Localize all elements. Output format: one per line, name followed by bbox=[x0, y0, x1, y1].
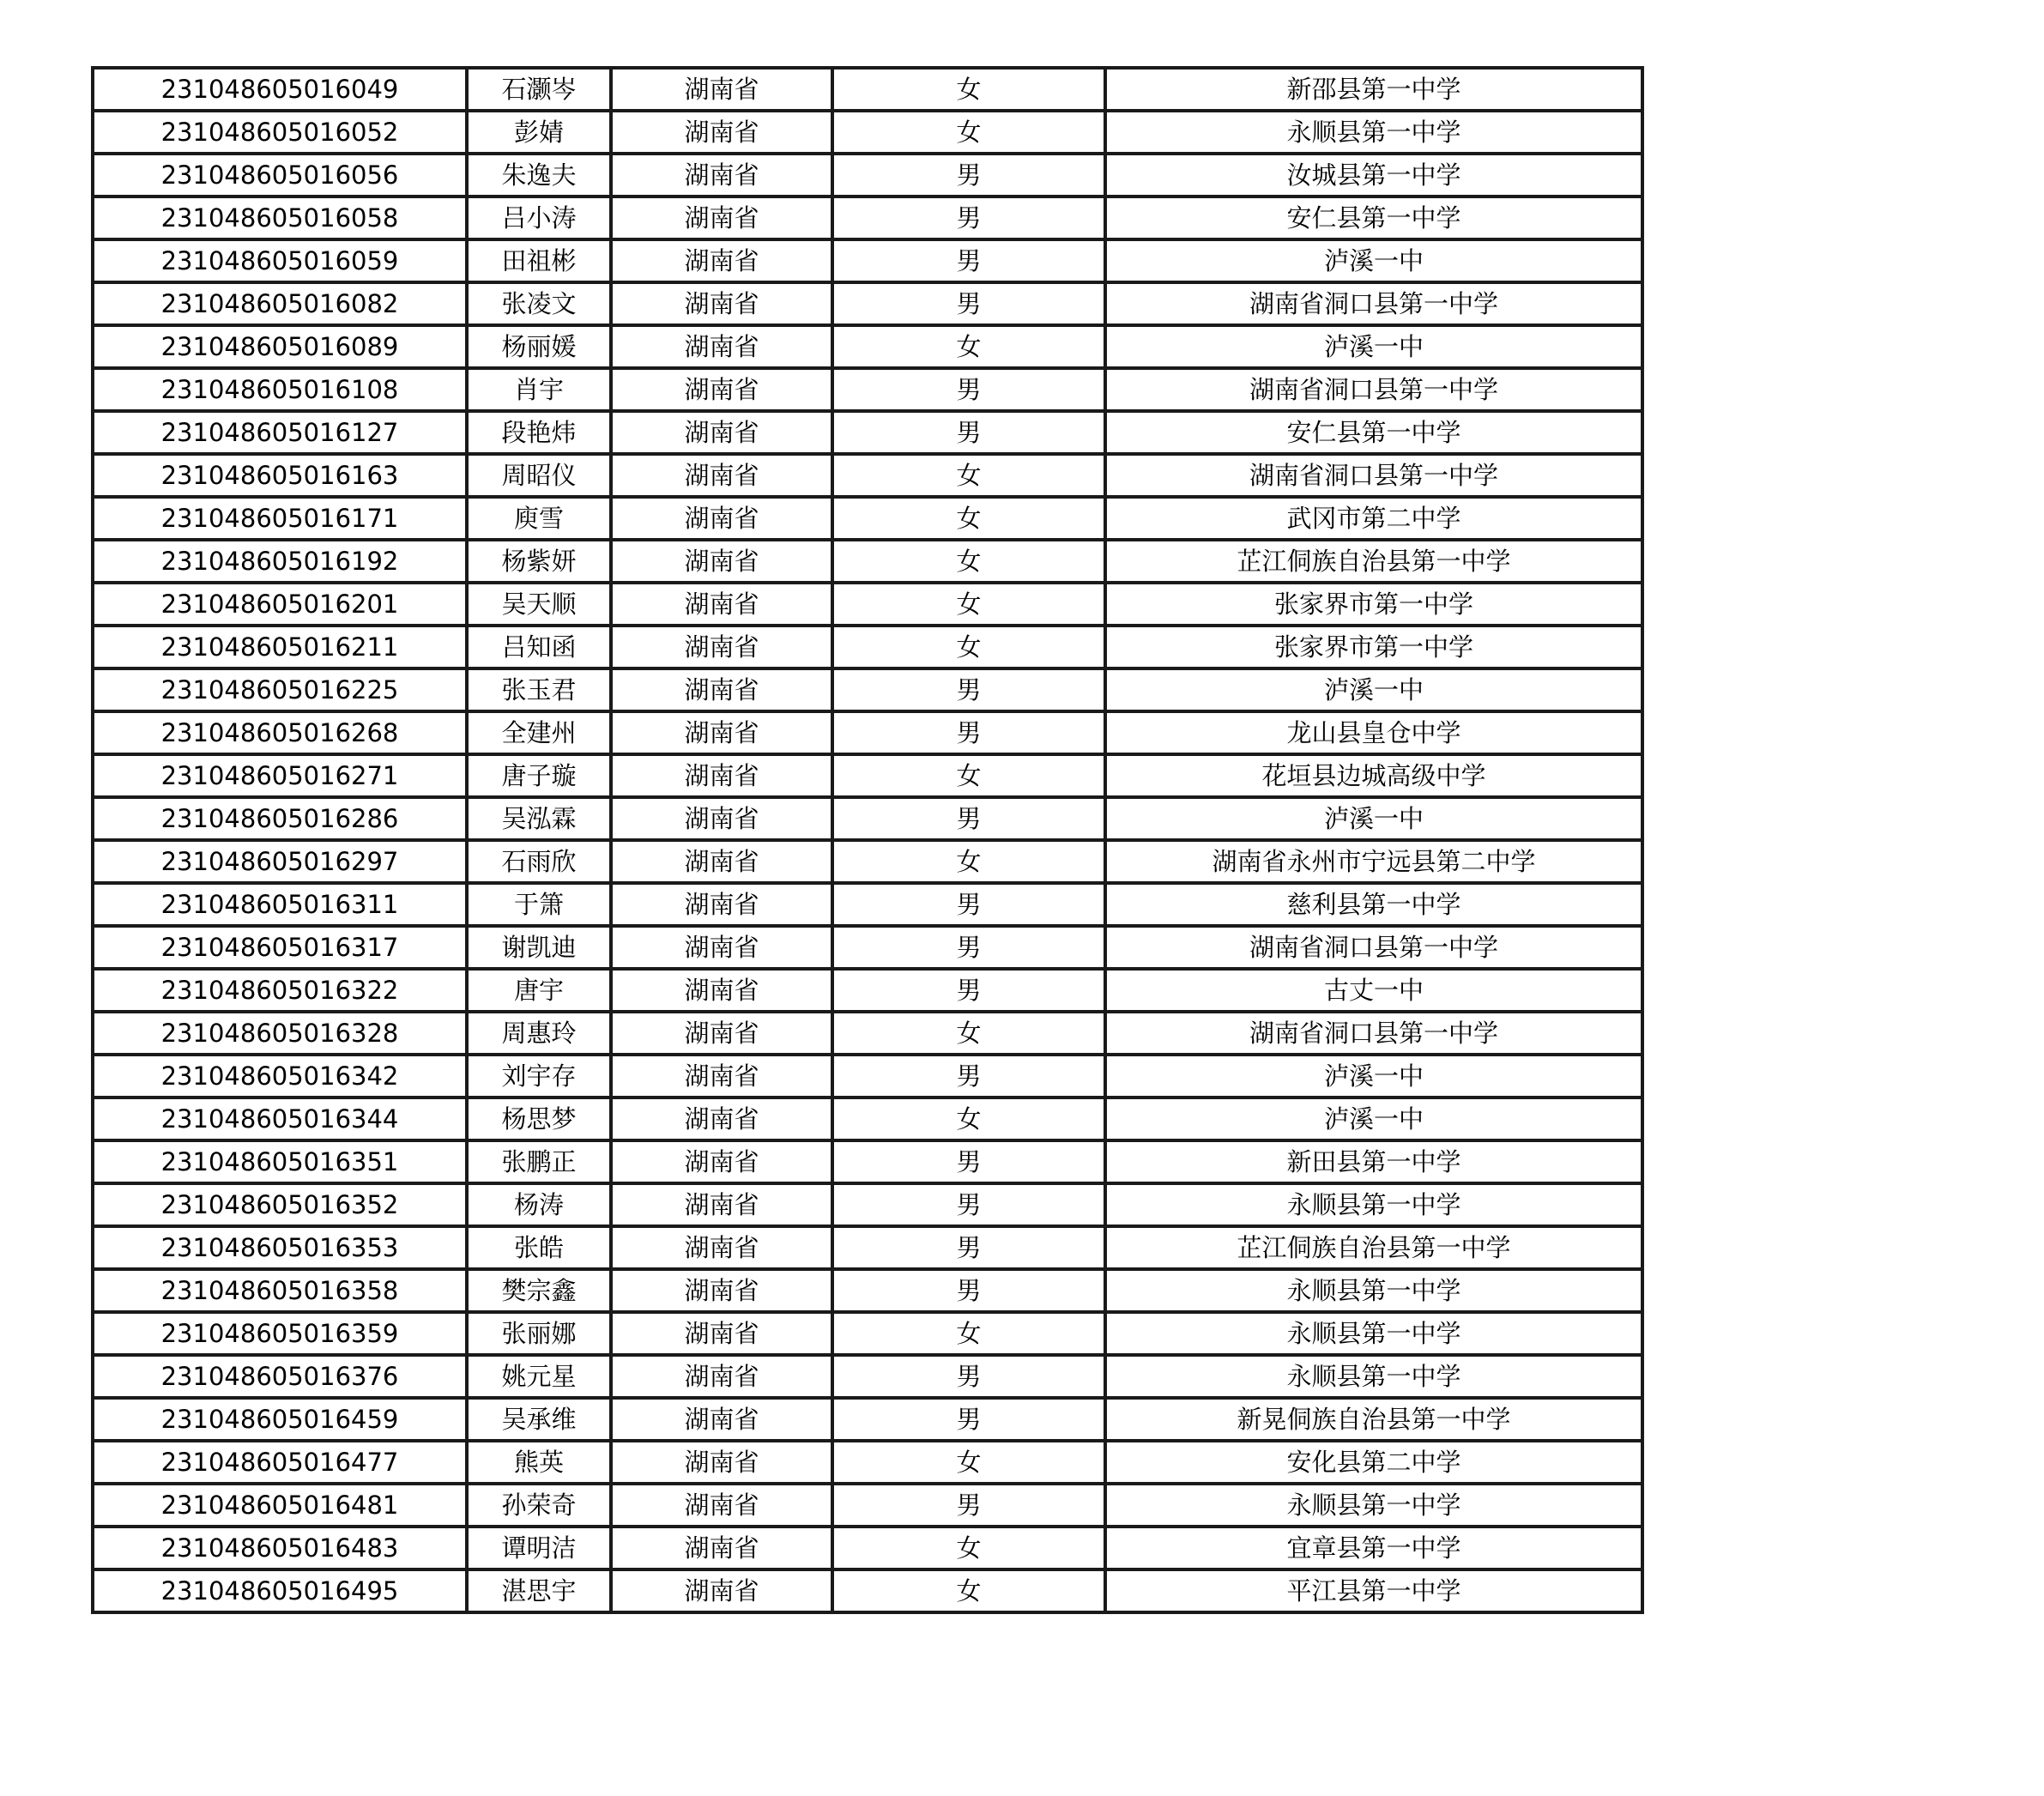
cell-name: 张丽娜 bbox=[467, 1312, 611, 1355]
cell-student-id: 231048605016483 bbox=[93, 1527, 467, 1569]
cell-name: 彭婧 bbox=[467, 111, 611, 154]
table-row bbox=[93, 626, 1642, 668]
cell-gender: 男 bbox=[832, 282, 1105, 325]
cell-gender: 女 bbox=[832, 583, 1105, 626]
table-row bbox=[93, 540, 1642, 583]
table-row bbox=[93, 926, 1642, 969]
cell-student-id: 231048605016201 bbox=[93, 583, 467, 626]
cell-school: 芷江侗族自治县第一中学 bbox=[1105, 540, 1642, 583]
cell-gender: 女 bbox=[832, 68, 1105, 111]
cell-school: 湖南省洞口县第一中学 bbox=[1105, 368, 1642, 411]
cell-school: 汝城县第一中学 bbox=[1105, 154, 1642, 197]
cell-name: 孙荣奇 bbox=[467, 1484, 611, 1527]
cell-student-id: 231048605016311 bbox=[93, 883, 467, 926]
cell-province: 湖南省 bbox=[611, 668, 832, 711]
cell-name: 唐宇 bbox=[467, 969, 611, 1012]
cell-province: 湖南省 bbox=[611, 1183, 832, 1226]
cell-province: 湖南省 bbox=[611, 1484, 832, 1527]
cell-name: 杨紫妍 bbox=[467, 540, 611, 583]
cell-province: 湖南省 bbox=[611, 1226, 832, 1269]
cell-province: 湖南省 bbox=[611, 454, 832, 497]
cell-province: 湖南省 bbox=[611, 68, 832, 111]
cell-gender: 女 bbox=[832, 1569, 1105, 1612]
cell-gender: 女 bbox=[832, 840, 1105, 883]
cell-school: 芷江侗族自治县第一中学 bbox=[1105, 1226, 1642, 1269]
table-row bbox=[93, 840, 1642, 883]
table-row bbox=[93, 1312, 1642, 1355]
cell-gender: 女 bbox=[832, 1098, 1105, 1140]
cell-name: 肖宇 bbox=[467, 368, 611, 411]
table-row bbox=[93, 282, 1642, 325]
table-row bbox=[93, 1484, 1642, 1527]
cell-school: 泸溪一中 bbox=[1105, 668, 1642, 711]
cell-student-id: 231048605016049 bbox=[93, 68, 467, 111]
cell-gender: 男 bbox=[832, 1183, 1105, 1226]
table-row bbox=[93, 754, 1642, 797]
cell-name: 姚元星 bbox=[467, 1355, 611, 1398]
cell-province: 湖南省 bbox=[611, 1569, 832, 1612]
table-row bbox=[93, 1098, 1642, 1140]
table-row bbox=[93, 1569, 1642, 1612]
cell-name: 谢凯迪 bbox=[467, 926, 611, 969]
cell-student-id: 231048605016089 bbox=[93, 325, 467, 368]
table-row bbox=[93, 1140, 1642, 1183]
cell-gender: 男 bbox=[832, 1269, 1105, 1312]
cell-school: 湖南省洞口县第一中学 bbox=[1105, 454, 1642, 497]
table-row bbox=[93, 1183, 1642, 1226]
cell-gender: 男 bbox=[832, 969, 1105, 1012]
cell-name: 于箫 bbox=[467, 883, 611, 926]
table-row bbox=[93, 497, 1642, 540]
table-row bbox=[93, 454, 1642, 497]
cell-student-id: 231048605016056 bbox=[93, 154, 467, 197]
cell-gender: 男 bbox=[832, 1226, 1105, 1269]
cell-name: 熊英 bbox=[467, 1441, 611, 1484]
cell-student-id: 231048605016163 bbox=[93, 454, 467, 497]
cell-name: 吕小涛 bbox=[467, 197, 611, 239]
cell-province: 湖南省 bbox=[611, 154, 832, 197]
cell-gender: 女 bbox=[832, 1441, 1105, 1484]
cell-student-id: 231048605016108 bbox=[93, 368, 467, 411]
table-row bbox=[93, 1355, 1642, 1398]
cell-school: 新晃侗族自治县第一中学 bbox=[1105, 1398, 1642, 1441]
cell-province: 湖南省 bbox=[611, 1527, 832, 1569]
cell-school: 慈利县第一中学 bbox=[1105, 883, 1642, 926]
cell-province: 湖南省 bbox=[611, 411, 832, 454]
table-row bbox=[93, 68, 1642, 111]
cell-school: 古丈一中 bbox=[1105, 969, 1642, 1012]
cell-province: 湖南省 bbox=[611, 197, 832, 239]
cell-school: 平江县第一中学 bbox=[1105, 1569, 1642, 1612]
cell-student-id: 231048605016317 bbox=[93, 926, 467, 969]
cell-province: 湖南省 bbox=[611, 754, 832, 797]
table-row bbox=[93, 883, 1642, 926]
cell-student-id: 231048605016268 bbox=[93, 711, 467, 754]
cell-student-id: 231048605016058 bbox=[93, 197, 467, 239]
cell-school: 泸溪一中 bbox=[1105, 325, 1642, 368]
cell-school: 安仁县第一中学 bbox=[1105, 197, 1642, 239]
cell-province: 湖南省 bbox=[611, 626, 832, 668]
cell-province: 湖南省 bbox=[611, 797, 832, 840]
cell-student-id: 231048605016328 bbox=[93, 1012, 467, 1055]
cell-student-id: 231048605016171 bbox=[93, 497, 467, 540]
cell-province: 湖南省 bbox=[611, 926, 832, 969]
table-row bbox=[93, 668, 1642, 711]
cell-student-id: 231048605016225 bbox=[93, 668, 467, 711]
table-row bbox=[93, 1055, 1642, 1098]
cell-school: 泸溪一中 bbox=[1105, 1055, 1642, 1098]
cell-school: 龙山县皇仓中学 bbox=[1105, 711, 1642, 754]
cell-school: 永顺县第一中学 bbox=[1105, 1355, 1642, 1398]
cell-name: 周昭仪 bbox=[467, 454, 611, 497]
cell-student-id: 231048605016297 bbox=[93, 840, 467, 883]
cell-school: 泸溪一中 bbox=[1105, 239, 1642, 282]
cell-name: 石雨欣 bbox=[467, 840, 611, 883]
cell-name: 刘宇存 bbox=[467, 1055, 611, 1098]
cell-gender: 女 bbox=[832, 325, 1105, 368]
cell-gender: 女 bbox=[832, 454, 1105, 497]
cell-name: 田祖彬 bbox=[467, 239, 611, 282]
cell-province: 湖南省 bbox=[611, 1398, 832, 1441]
cell-province: 湖南省 bbox=[611, 883, 832, 926]
cell-gender: 男 bbox=[832, 154, 1105, 197]
cell-name: 唐子璇 bbox=[467, 754, 611, 797]
cell-province: 湖南省 bbox=[611, 325, 832, 368]
cell-province: 湖南省 bbox=[611, 1312, 832, 1355]
cell-gender: 女 bbox=[832, 1527, 1105, 1569]
cell-province: 湖南省 bbox=[611, 840, 832, 883]
table-row bbox=[93, 325, 1642, 368]
table-row bbox=[93, 1012, 1642, 1055]
cell-school: 湖南省永州市宁远县第二中学 bbox=[1105, 840, 1642, 883]
cell-province: 湖南省 bbox=[611, 497, 832, 540]
cell-school: 湖南省洞口县第一中学 bbox=[1105, 1012, 1642, 1055]
cell-name: 张玉君 bbox=[467, 668, 611, 711]
cell-gender: 女 bbox=[832, 754, 1105, 797]
cell-province: 湖南省 bbox=[611, 1055, 832, 1098]
cell-name: 张鹏正 bbox=[467, 1140, 611, 1183]
cell-gender: 男 bbox=[832, 239, 1105, 282]
cell-gender: 男 bbox=[832, 411, 1105, 454]
cell-school: 花垣县边城高级中学 bbox=[1105, 754, 1642, 797]
cell-name: 石灏岑 bbox=[467, 68, 611, 111]
cell-student-id: 231048605016376 bbox=[93, 1355, 467, 1398]
cell-school: 永顺县第一中学 bbox=[1105, 1269, 1642, 1312]
cell-gender: 女 bbox=[832, 626, 1105, 668]
cell-name: 谭明洁 bbox=[467, 1527, 611, 1569]
table-row bbox=[93, 1441, 1642, 1484]
cell-name: 段艳炜 bbox=[467, 411, 611, 454]
cell-school: 安仁县第一中学 bbox=[1105, 411, 1642, 454]
cell-student-id: 231048605016059 bbox=[93, 239, 467, 282]
cell-name: 吴泓霖 bbox=[467, 797, 611, 840]
cell-province: 湖南省 bbox=[611, 1098, 832, 1140]
cell-gender: 男 bbox=[832, 1140, 1105, 1183]
cell-gender: 男 bbox=[832, 1055, 1105, 1098]
cell-student-id: 231048605016286 bbox=[93, 797, 467, 840]
cell-province: 湖南省 bbox=[611, 1012, 832, 1055]
cell-school: 泸溪一中 bbox=[1105, 797, 1642, 840]
cell-student-id: 231048605016352 bbox=[93, 1183, 467, 1226]
cell-province: 湖南省 bbox=[611, 368, 832, 411]
cell-school: 湖南省洞口县第一中学 bbox=[1105, 926, 1642, 969]
cell-name: 周惠玲 bbox=[467, 1012, 611, 1055]
table-row bbox=[93, 711, 1642, 754]
table-row bbox=[93, 111, 1642, 154]
cell-gender: 男 bbox=[832, 797, 1105, 840]
cell-name: 张凌文 bbox=[467, 282, 611, 325]
roster-table-body bbox=[93, 68, 1642, 1612]
cell-school: 新田县第一中学 bbox=[1105, 1140, 1642, 1183]
cell-gender: 男 bbox=[832, 1398, 1105, 1441]
cell-province: 湖南省 bbox=[611, 711, 832, 754]
cell-province: 湖南省 bbox=[611, 1441, 832, 1484]
cell-gender: 男 bbox=[832, 1484, 1105, 1527]
table-row bbox=[93, 1398, 1642, 1441]
cell-gender: 女 bbox=[832, 1312, 1105, 1355]
cell-name: 湛思宇 bbox=[467, 1569, 611, 1612]
cell-school: 宜章县第一中学 bbox=[1105, 1527, 1642, 1569]
cell-province: 湖南省 bbox=[611, 1140, 832, 1183]
roster-table bbox=[91, 66, 1644, 1614]
cell-school: 永顺县第一中学 bbox=[1105, 111, 1642, 154]
cell-school: 安化县第二中学 bbox=[1105, 1441, 1642, 1484]
cell-province: 湖南省 bbox=[611, 540, 832, 583]
table-row bbox=[93, 239, 1642, 282]
cell-name: 吴承维 bbox=[467, 1398, 611, 1441]
cell-province: 湖南省 bbox=[611, 1355, 832, 1398]
cell-student-id: 231048605016358 bbox=[93, 1269, 467, 1312]
cell-gender: 男 bbox=[832, 926, 1105, 969]
cell-student-id: 231048605016342 bbox=[93, 1055, 467, 1098]
cell-student-id: 231048605016481 bbox=[93, 1484, 467, 1527]
cell-province: 湖南省 bbox=[611, 969, 832, 1012]
cell-student-id: 231048605016211 bbox=[93, 626, 467, 668]
table-row bbox=[93, 1527, 1642, 1569]
table-row bbox=[93, 154, 1642, 197]
cell-name: 吴天顺 bbox=[467, 583, 611, 626]
cell-province: 湖南省 bbox=[611, 583, 832, 626]
table-row bbox=[93, 411, 1642, 454]
table-row bbox=[93, 583, 1642, 626]
cell-student-id: 231048605016495 bbox=[93, 1569, 467, 1612]
cell-name: 杨丽媛 bbox=[467, 325, 611, 368]
cell-student-id: 231048605016322 bbox=[93, 969, 467, 1012]
table-row bbox=[93, 1226, 1642, 1269]
cell-name: 杨思梦 bbox=[467, 1098, 611, 1140]
cell-school: 永顺县第一中学 bbox=[1105, 1312, 1642, 1355]
cell-gender: 男 bbox=[832, 368, 1105, 411]
cell-school: 张家界市第一中学 bbox=[1105, 626, 1642, 668]
table-row bbox=[93, 197, 1642, 239]
cell-province: 湖南省 bbox=[611, 1269, 832, 1312]
cell-student-id: 231048605016344 bbox=[93, 1098, 467, 1140]
cell-student-id: 231048605016477 bbox=[93, 1441, 467, 1484]
cell-school: 永顺县第一中学 bbox=[1105, 1183, 1642, 1226]
cell-name: 朱逸夫 bbox=[467, 154, 611, 197]
cell-student-id: 231048605016192 bbox=[93, 540, 467, 583]
cell-student-id: 231048605016351 bbox=[93, 1140, 467, 1183]
cell-province: 湖南省 bbox=[611, 282, 832, 325]
cell-student-id: 231048605016271 bbox=[93, 754, 467, 797]
cell-gender: 女 bbox=[832, 111, 1105, 154]
table-row bbox=[93, 368, 1642, 411]
cell-name: 庾雪 bbox=[467, 497, 611, 540]
cell-province: 湖南省 bbox=[611, 239, 832, 282]
cell-student-id: 231048605016052 bbox=[93, 111, 467, 154]
cell-gender: 男 bbox=[832, 197, 1105, 239]
cell-school: 武冈市第二中学 bbox=[1105, 497, 1642, 540]
cell-student-id: 231048605016082 bbox=[93, 282, 467, 325]
cell-name: 吕知函 bbox=[467, 626, 611, 668]
cell-student-id: 231048605016353 bbox=[93, 1226, 467, 1269]
cell-name: 樊宗鑫 bbox=[467, 1269, 611, 1312]
cell-student-id: 231048605016127 bbox=[93, 411, 467, 454]
cell-gender: 男 bbox=[832, 883, 1105, 926]
cell-name: 全建州 bbox=[467, 711, 611, 754]
table-row bbox=[93, 797, 1642, 840]
cell-student-id: 231048605016359 bbox=[93, 1312, 467, 1355]
cell-student-id: 231048605016459 bbox=[93, 1398, 467, 1441]
cell-gender: 女 bbox=[832, 497, 1105, 540]
cell-gender: 女 bbox=[832, 1012, 1105, 1055]
cell-gender: 男 bbox=[832, 1355, 1105, 1398]
cell-school: 新邵县第一中学 bbox=[1105, 68, 1642, 111]
cell-school: 湖南省洞口县第一中学 bbox=[1105, 282, 1642, 325]
table-row bbox=[93, 969, 1642, 1012]
cell-name: 张皓 bbox=[467, 1226, 611, 1269]
cell-gender: 男 bbox=[832, 668, 1105, 711]
table-row bbox=[93, 1269, 1642, 1312]
cell-school: 泸溪一中 bbox=[1105, 1098, 1642, 1140]
cell-province: 湖南省 bbox=[611, 111, 832, 154]
cell-school: 张家界市第一中学 bbox=[1105, 583, 1642, 626]
cell-school: 永顺县第一中学 bbox=[1105, 1484, 1642, 1527]
cell-gender: 男 bbox=[832, 711, 1105, 754]
cell-name: 杨涛 bbox=[467, 1183, 611, 1226]
cell-gender: 女 bbox=[832, 540, 1105, 583]
